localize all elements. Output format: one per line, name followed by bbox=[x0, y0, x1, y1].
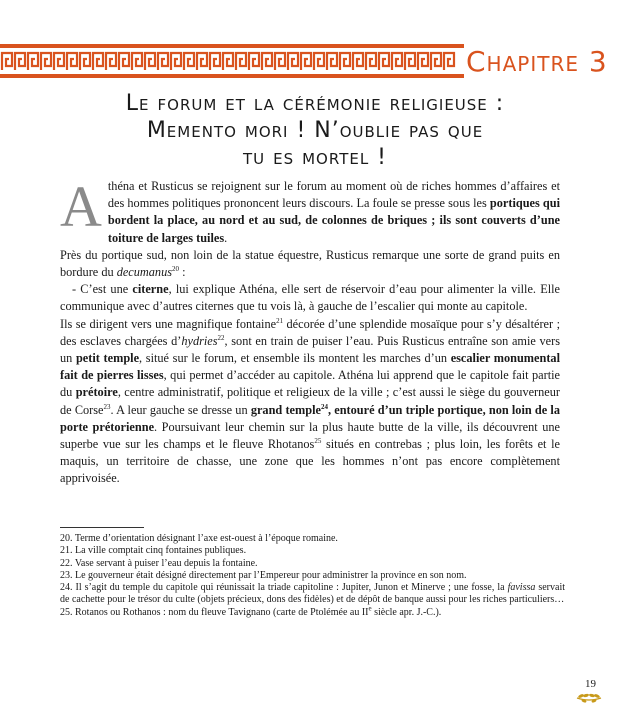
greek-key-unit bbox=[249, 53, 259, 70]
greek-key-unit bbox=[301, 53, 311, 70]
footnote-22: 22. Vase servant à puiser l’eau depuis la fontaine. bbox=[60, 557, 258, 569]
greek-key-unit bbox=[444, 53, 454, 70]
section-title bbox=[40, 90, 590, 171]
greek-key-unit bbox=[379, 53, 389, 70]
greek-key-unit bbox=[15, 53, 25, 70]
laurel-icon bbox=[575, 691, 603, 709]
greek-key-unit bbox=[405, 53, 415, 70]
footnote-23: 23. Le gouverneur était désigné directement par l’Empereur pour administrer la province en son nom. bbox=[60, 569, 467, 581]
footnote-21: 21. La ville comptait cinq fontaines publiques. bbox=[60, 545, 247, 557]
greek-key-unit bbox=[2, 53, 12, 70]
footnotes bbox=[60, 533, 565, 619]
title-line-1: Le forum et la cérémonie religieuse : bbox=[125, 91, 505, 116]
title-line-2: Memento mori ! N’oublie pas que bbox=[146, 118, 484, 143]
greek-key-unit bbox=[262, 53, 272, 70]
greek-key-unit bbox=[353, 53, 363, 70]
paragraph-2: Près du portique sud, non loin de la statue équestre, Rusticus remarque une sorte de grand puits en bordure du decumanus$^{20}$ : bbox=[60, 247, 560, 280]
greek-key-unit bbox=[236, 53, 246, 70]
greek-key-unit bbox=[223, 53, 233, 70]
greek-key-unit bbox=[158, 53, 168, 70]
greek-key-unit bbox=[184, 53, 194, 70]
greek-key-unit bbox=[288, 53, 298, 70]
chapter-title: Chapitre 3 bbox=[466, 45, 608, 78]
greek-key-unit bbox=[54, 53, 64, 70]
drop-cap: A bbox=[60, 174, 102, 239]
footnote-rule bbox=[60, 527, 144, 528]
greek-key-unit bbox=[314, 53, 324, 70]
greek-key-unit bbox=[340, 53, 350, 70]
greek-key-unit bbox=[171, 53, 181, 70]
title-line-3: tu es mortel ! bbox=[242, 145, 388, 170]
greek-key-unit bbox=[210, 53, 220, 70]
greek-key-unit bbox=[366, 53, 376, 70]
greek-key-unit bbox=[93, 53, 103, 70]
greek-key-unit bbox=[431, 53, 441, 70]
greek-key-border bbox=[0, 44, 464, 78]
footnote-20: 20. Terme d’orientation désignant l’axe est-ouest à l’époque romaine. bbox=[60, 533, 338, 544]
greek-key-unit bbox=[197, 53, 207, 70]
greek-key-unit bbox=[275, 53, 285, 70]
greek-key-unit bbox=[67, 53, 77, 70]
greek-key-unit bbox=[132, 53, 142, 70]
paragraph-1: Athéna et Rusticus se rejoignent sur le forum au moment où de riches hommes d’affaires et des hommes politiques prononcent leurs discours. La foule se presse sous les portiques qui bordent la place, au nord et au sud, de colonnes de briques ; ils sont couverts d’une toiture de larges tuiles. bbox=[60, 174, 560, 245]
greek-key-unit bbox=[327, 53, 337, 70]
greek-key-unit bbox=[28, 53, 38, 70]
greek-key-unit bbox=[119, 53, 129, 70]
paragraph-4: Ils se dirigent vers une magnifique fontaine$^{21}$ décorée d’une splendide mosaïque pour s’y désaltérer ; des esclaves chargées d’hydries$^{22}$, sont en train de puiser l’eau. Puis Rusticus entraîne son amie vers un petit temple, situé sur le forum, et ensemble ils montent les marches d’un escalier monumental fait de pierres lisses, qui permet d’accéder au capitole. Athéna lui apprend que le capitole fait partie du prétoire, centre administratif, politique et religieux de la ville ; c’est aussi le siège du gouverneur de Corse$^{23}$. A leur gauche se dresse un grand temple$^{24}$, entouré d’un triple portique, non loin de la porte prétorienne. Poursuivant leur chemin sur la plus haute butte de la ville, ils découvrent une superbe vue sur les champs et le fleuve Rhotanos$^{25}$ situés en contrebas ; plus loin, les forêts et le maquis, un territoire de chasse, une zone que les hommes n’ont pas encore complètement apprivoisée. bbox=[60, 316, 560, 486]
greek-key-unit bbox=[145, 53, 155, 70]
body-text bbox=[60, 174, 560, 488]
footnote-25: 25. Rotanos ou Rothanos : nom du fleuve Tavignano (carte de Ptolémée au IIe siècle apr. J.-C.). bbox=[60, 604, 442, 618]
greek-key-unit bbox=[106, 53, 116, 70]
greek-key-unit bbox=[41, 53, 51, 70]
greek-key-unit bbox=[418, 53, 428, 70]
paragraph-3: - C’est une citerne, lui explique Athéna, elle sert de réservoir d’eau pour alimenter la ville. Elle communique avec d’autres citernes que tu vois là, à gauche de l’escalier qui monte au capitole. bbox=[60, 282, 560, 314]
greek-key-unit bbox=[80, 53, 90, 70]
greek-key-unit bbox=[392, 53, 402, 70]
footnote-24: 24. Il s’agit du temple du capitole qui réunissait la triade capitoline : Jupiter, Junon et Minerve ; une fosse, la favissa servait de cachette pour le trésor du culte (objets précieux, dons des fidèles) et de dépôt de banque aussi pour les riches particuliers… bbox=[60, 582, 566, 606]
page-number: 19 bbox=[585, 678, 596, 690]
